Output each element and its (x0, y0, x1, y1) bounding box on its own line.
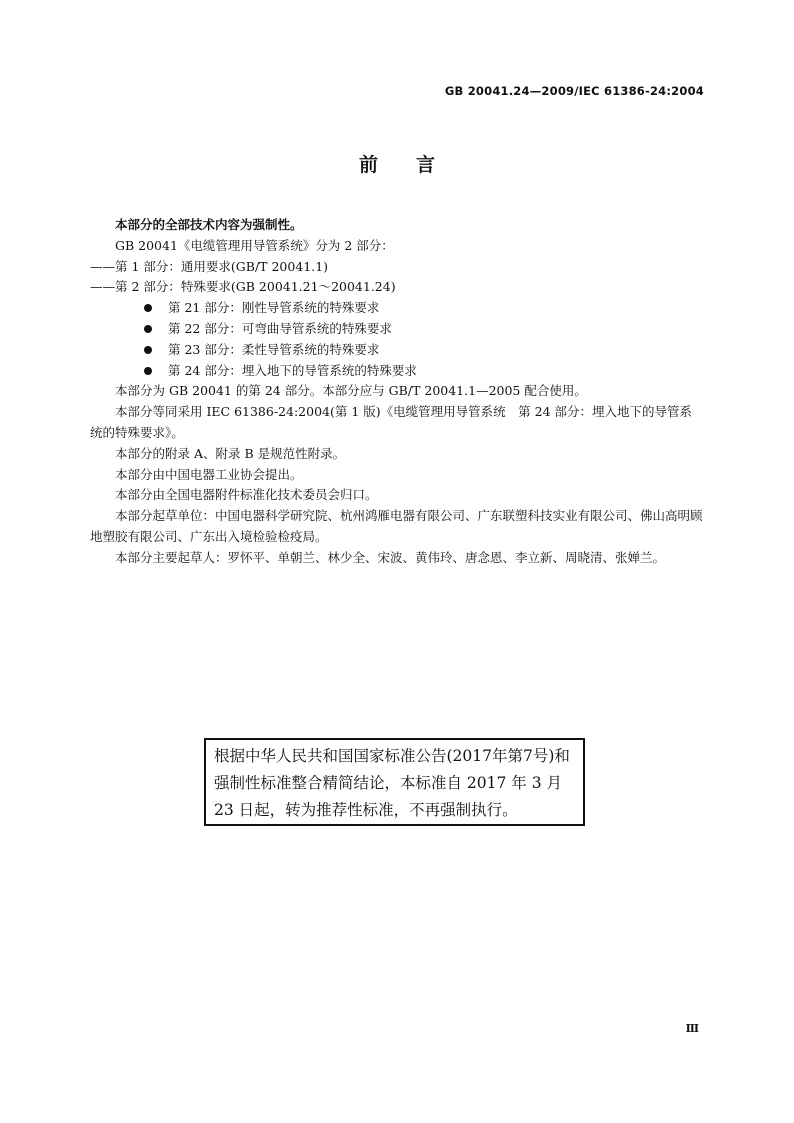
paragraph-part-2: ——第 2 部分：特殊要求(GB 20041.21～20041.24) (90, 279, 396, 295)
paragraph-proposer: 本部分由中国电器工业协会提出。 (115, 466, 303, 482)
paragraph-iec-adoption: 本部分等同采用 IEC 61386-24:2004(第 1 版)《电缆管理用导管系统 第 24 部分：埋入地下的导管系统的特殊要求》。 (90, 404, 692, 440)
document-code: GB 20041.24—2009/IEC 61386-24:2004 (444, 84, 704, 98)
bullet-icon (144, 325, 152, 333)
paragraph-annexes: 本部分的附录 A、附录 B 是规范性附录。 (115, 445, 346, 461)
list-item (90, 319, 704, 340)
bullet-icon (144, 346, 152, 354)
notice-box: 根据中华人民共和国国家标准公告(2017年第7号)和强制性标准整合精简结论，本标准自 2017 年 3 月 23 日起，转为推荐性标准，不再强制执行。 (204, 738, 585, 826)
list-item-text: 第 23 部分：柔性导管系统的特殊要求 (168, 341, 380, 357)
paragraph-part-1: ——第 1 部分：通用要求(GB/T 20041.1) (90, 258, 329, 274)
list-item (90, 298, 704, 319)
list-item-text: 第 21 部分：刚性导管系统的特殊要求 (168, 300, 380, 316)
paragraph-drafting-units: 本部分起草单位：中国电器科学研究院、杭州鸿雁电器有限公司、广东联塑科技实业有限公司、佛山高明顾地塑胶有限公司、广东出入境检验检疫局。 (90, 508, 703, 544)
bullet-icon (144, 367, 152, 375)
paragraph-parts: GB 20041《电缆管理用导管系统》分为 2 部分： (115, 237, 394, 253)
list-item (90, 361, 704, 382)
foreword-body (90, 215, 704, 569)
paragraph-part-24: 本部分为 GB 20041 的第 24 部分。本部分应与 GB/T 20041.1—2005 配合使用。 (115, 383, 587, 399)
page-title: 前言 (358, 154, 473, 176)
list-item-text: 第 22 部分：可弯曲导管系统的特殊要求 (168, 320, 392, 336)
page-number: Ⅲ (685, 1022, 699, 1035)
paragraph-drafters: 本部分主要起草人：罗怀平、单朝兰、林少全、宋波、黄伟玲、唐念恩、李立新、周晓清、张婵兰。 (115, 549, 666, 565)
paragraph-mandatory: 本部分的全部技术内容为强制性。 (115, 217, 303, 232)
list-item-text: 第 24 部分：埋入地下的导管系统的特殊要求 (168, 362, 417, 378)
paragraph-committee: 本部分由全国电器附件标准化技术委员会归口。 (115, 487, 378, 503)
list-item (90, 340, 704, 361)
